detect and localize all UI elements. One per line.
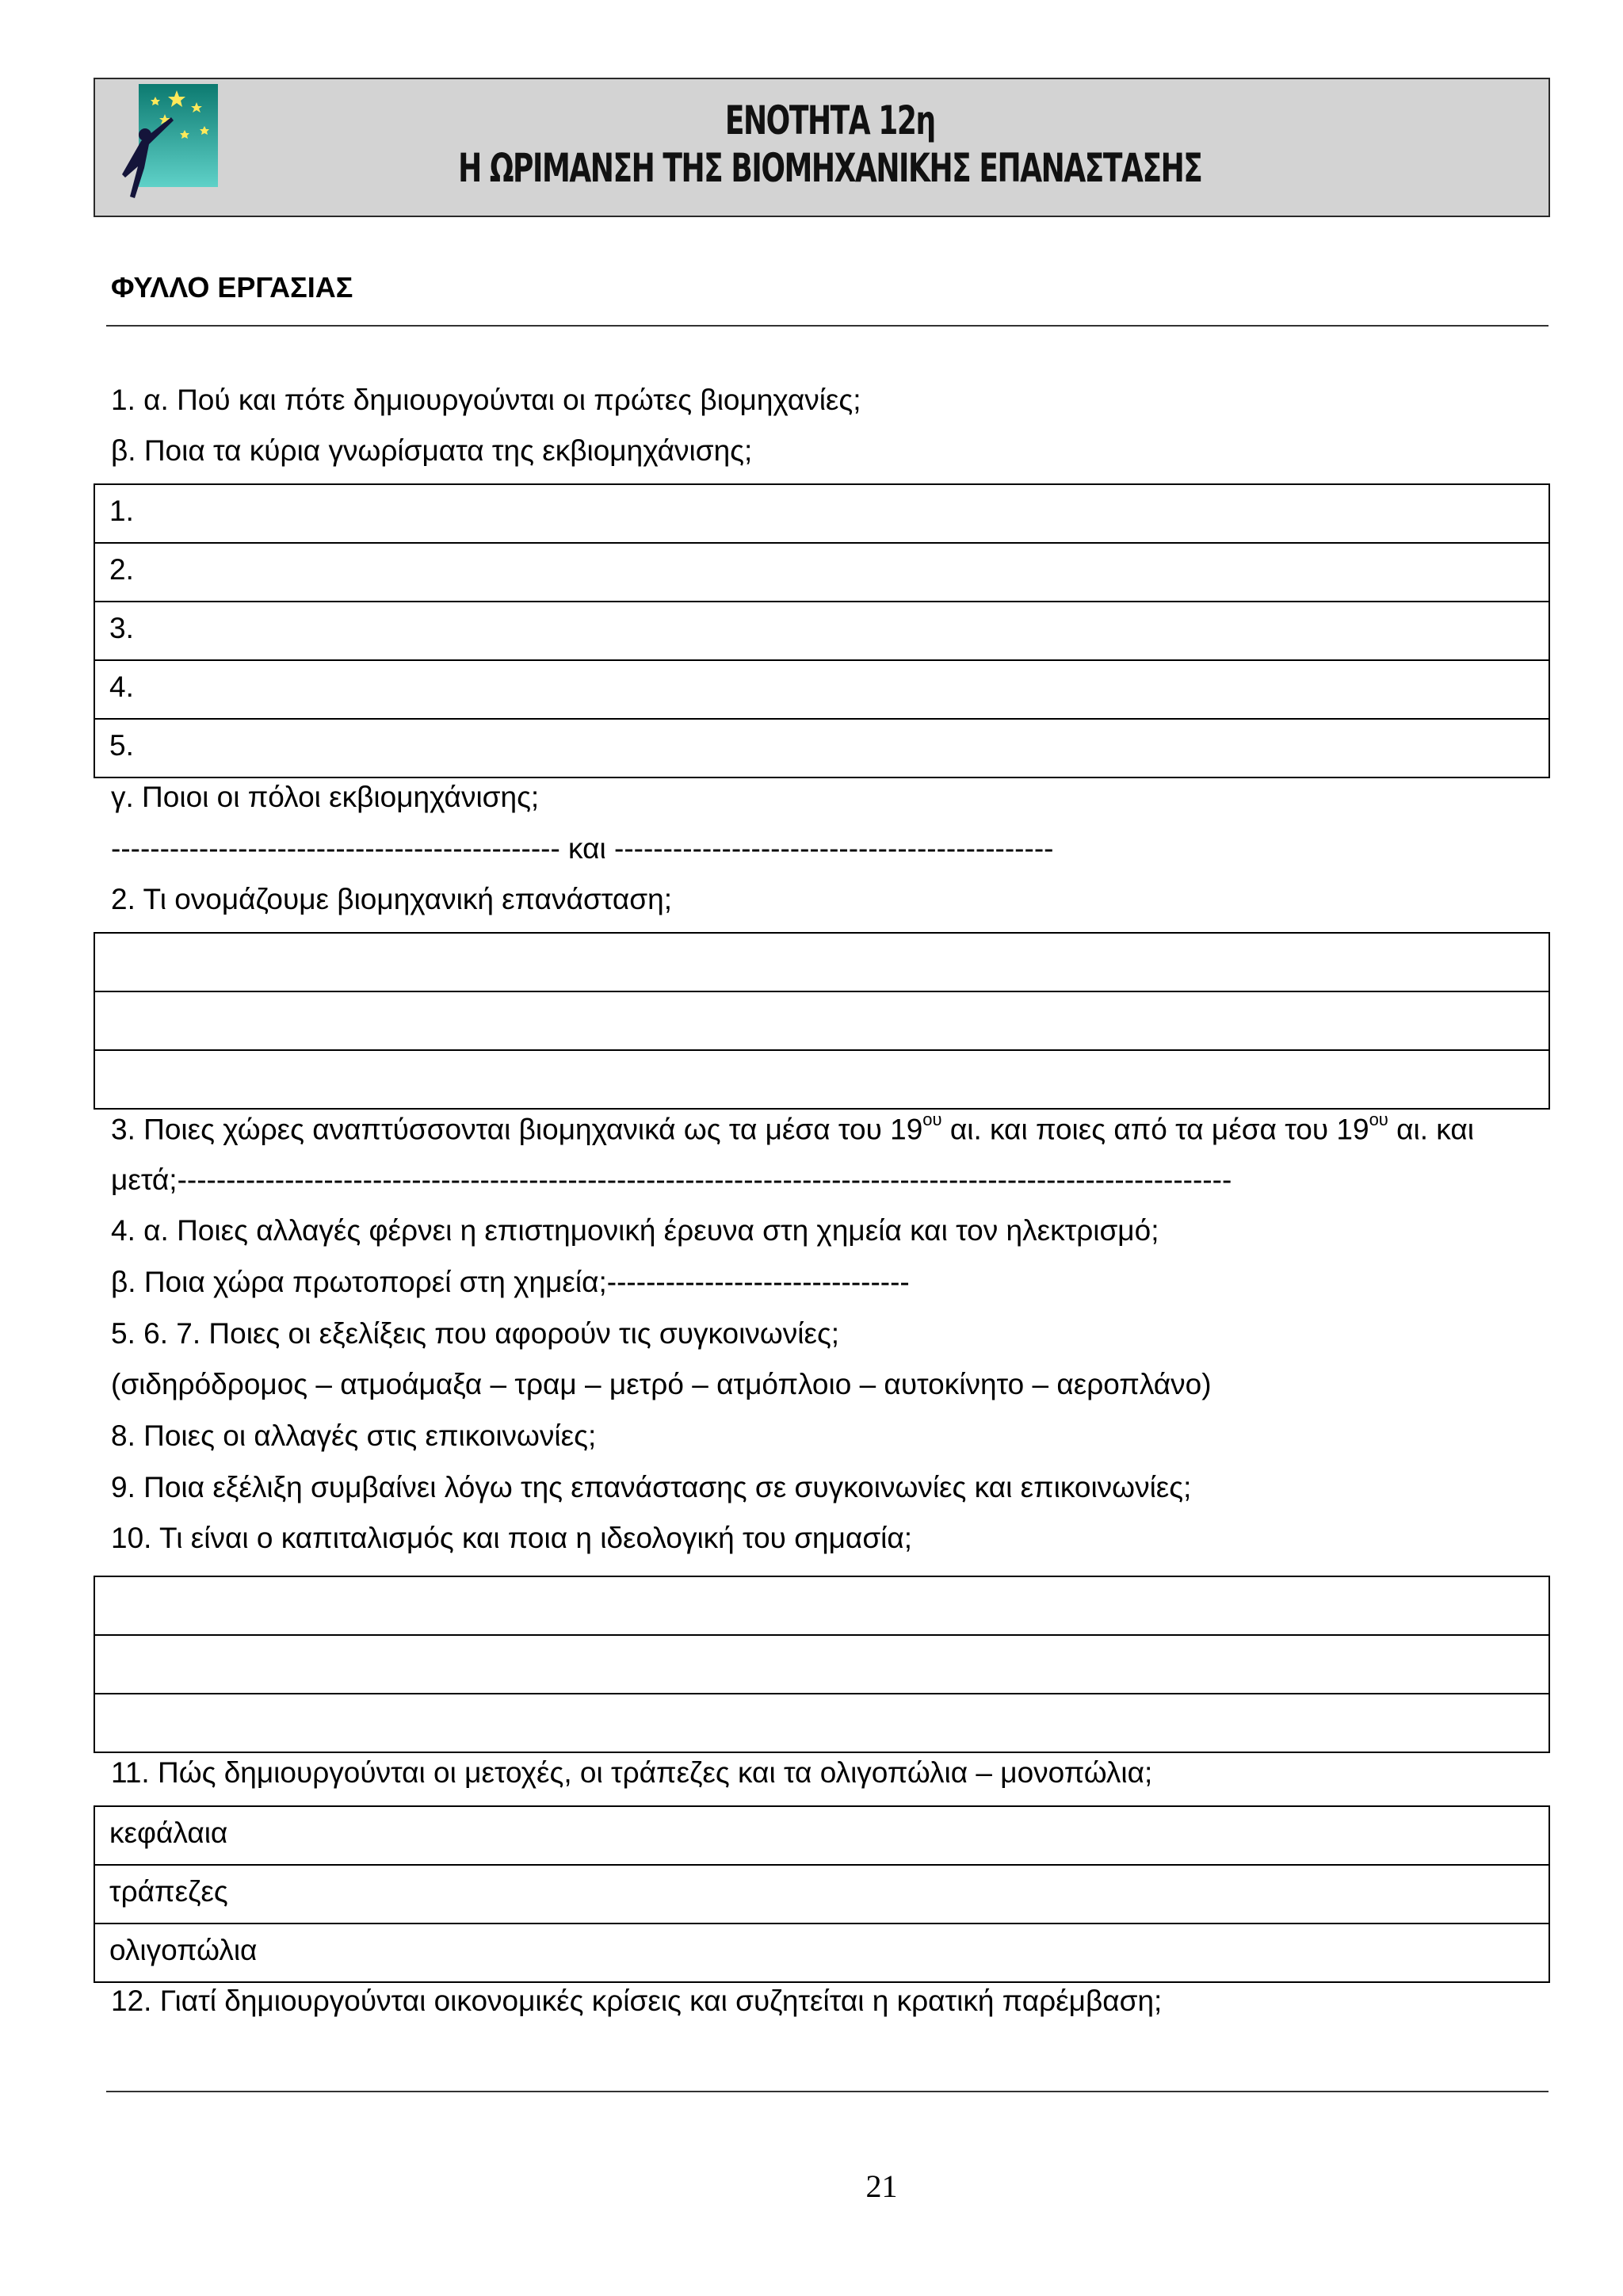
header-titles <box>307 97 1353 192</box>
answer-row[interactable] <box>94 1693 1550 1753</box>
answer-table-features <box>94 483 1550 778</box>
row-label: 3. <box>109 612 134 644</box>
row-label: 1. <box>109 495 134 527</box>
question-3-text: 3. Ποιες χώρες αναπτύσσονται βιομηχανικά ως τα μέσα του 19 <box>111 1113 923 1146</box>
answer-row[interactable] <box>94 1576 1550 1636</box>
title-divider <box>106 325 1549 327</box>
question-3-text: αι. και ποιες από τα μέσα του 19 <box>941 1113 1369 1146</box>
question-5-6-7: 5. 6. 7. Ποιες οι εξελίξεις που αφορούν τις συγκοινωνίες; <box>111 1317 840 1350</box>
row-label: κεφάλαια <box>109 1817 228 1849</box>
question-1c-blank[interactable]: ---------------------------------------------- και --------------------------------------------- <box>111 832 1054 865</box>
page-number: 21 <box>865 2168 898 2204</box>
question-1a: 1. α. Πού και πότε δημιουργούνται οι πρώτες βιομηχανίες; <box>111 384 861 416</box>
answer-row[interactable] <box>94 991 1550 1051</box>
question-11: 11. Πώς δημιουργούνται οι μετοχές, οι τράπεζες και τα ολιγοπώλια – μονοπώλια; <box>111 1756 1153 1789</box>
reaching-for-stars-logo <box>109 82 228 201</box>
answer-row[interactable] <box>94 932 1550 992</box>
question-3-continuation[interactable]: μετά;------------------------------------------------------------------------------------------------------------ <box>111 1163 1232 1196</box>
answer-table-q10 <box>94 1576 1550 1753</box>
answer-row[interactable] <box>94 718 1550 778</box>
question-3 <box>111 1110 1474 1146</box>
row-label: 5. <box>109 729 134 762</box>
answer-table-q11 <box>94 1805 1550 1983</box>
question-1c: γ. Ποιοι οι πόλοι εκβιομηχάνισης; <box>111 781 540 813</box>
question-3-text: αι. και <box>1388 1113 1474 1146</box>
question-12: 12. Γιατί δημιουργούνται οικονομικές κρίσεις και συζητείται η κρατική παρέμβαση; <box>111 1985 1163 2017</box>
page-header <box>94 78 1550 217</box>
row-label: ολιγοπώλια <box>109 1934 258 1966</box>
unit-title: ΕΝΟΤΗΤΑ 12η <box>724 97 935 143</box>
row-label: τράπεζες <box>109 1875 228 1908</box>
answer-row[interactable] <box>94 1864 1550 1924</box>
answer-row[interactable] <box>94 1634 1550 1694</box>
answer-table-q2 <box>94 932 1550 1110</box>
question-8: 8. Ποιες οι αλλαγές στις επικοινωνίες; <box>111 1419 597 1452</box>
answer-row[interactable] <box>94 1805 1550 1866</box>
question-9: 9. Ποια εξέλιξη συμβαίνει λόγω της επανάστασης σε συγκοινωνίες και επικοινωνίες; <box>111 1471 1192 1503</box>
worksheet-title: ΦΥΛΛΟ ΕΡΓΑΣΙΑΣ <box>111 271 353 304</box>
question-2: 2. Τι ονομάζουμε βιομηχανική επανάσταση; <box>111 883 672 915</box>
ordinal-suffix: ου <box>922 1110 942 1129</box>
answer-row[interactable] <box>94 1049 1550 1110</box>
question-10: 10. Τι είναι ο καπιταλισμός και ποια η ιδεολογική του σημασία; <box>111 1522 913 1554</box>
question-5-6-7-note: (σιδηρόδρομος – ατμοάμαξα – τραμ – μετρό – ατμόπλοιο – αυτοκίνητο – αεροπλάνο) <box>111 1368 1212 1400</box>
answer-row[interactable] <box>94 659 1550 720</box>
question-4b[interactable]: β. Ποια χώρα πρωτοπορεί στη χημεία;------------------------------- <box>111 1266 910 1298</box>
answer-row[interactable] <box>94 1923 1550 1983</box>
footer-divider <box>106 2091 1549 2092</box>
question-4a: 4. α. Ποιες αλλαγές φέρνει η επιστημονική έρευνα στη χημεία και τον ηλεκτρισμό; <box>111 1214 1159 1247</box>
answer-row[interactable] <box>94 483 1550 544</box>
ordinal-suffix: ου <box>1369 1110 1388 1129</box>
answer-row[interactable] <box>94 542 1550 602</box>
unit-subtitle: Η ΩΡΙΜΑΝΣΗ ΤΗΣ ΒΙΟΜΗΧΑΝΙΚΗΣ ΕΠΑΝΑΣΤΑΣΗΣ <box>458 145 1202 191</box>
question-1b: β. Ποια τα κύρια γνωρίσματα της εκβιομηχάνισης; <box>111 434 753 467</box>
row-label: 4. <box>109 670 134 703</box>
row-label: 2. <box>109 553 134 586</box>
answer-row[interactable] <box>94 601 1550 661</box>
